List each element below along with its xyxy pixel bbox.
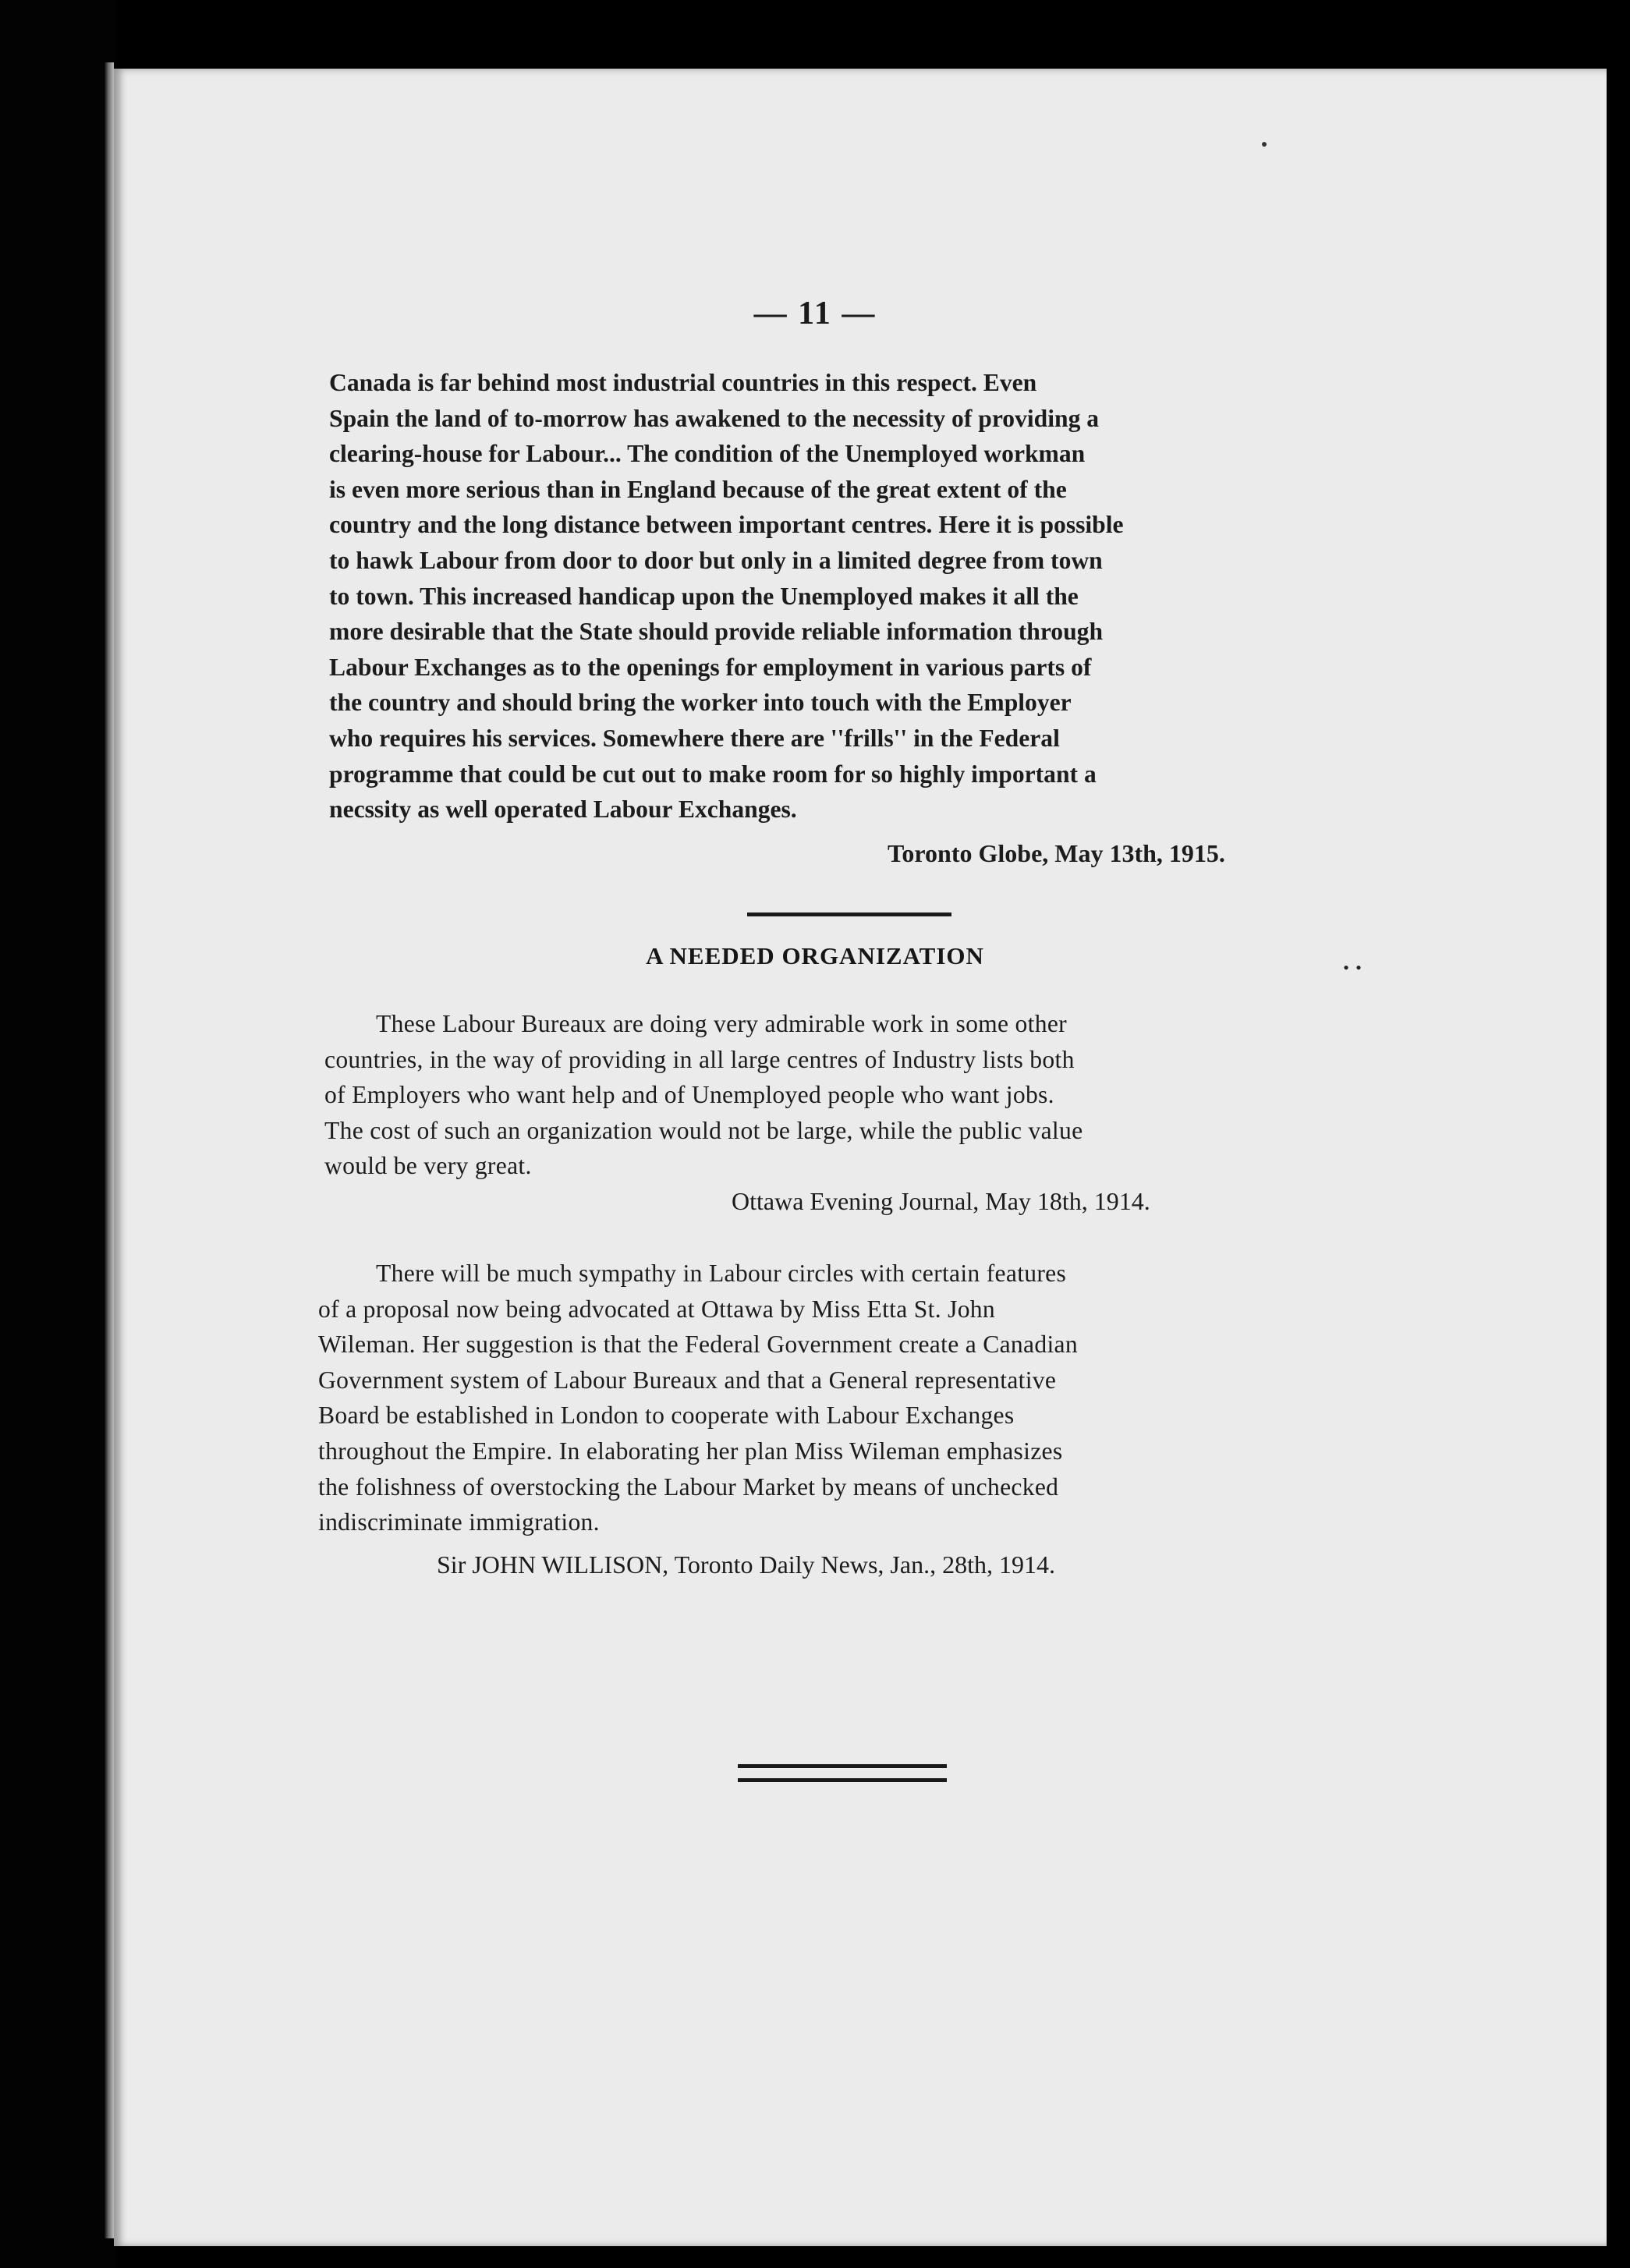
text-line: Spain the land of to-morrow has awakened to the necessity of providing a <box>329 404 1100 432</box>
article-2-source: Ottawa Evening Journal, May 18th, 1914. <box>732 1187 1150 1215</box>
text-line: of a proposal now being advocated at Ottawa by Miss Etta St. John <box>318 1295 995 1323</box>
text-line: to town. This increased handicap upon the Unemployed makes it all the <box>329 582 1079 610</box>
text-line: indiscriminate immigration. <box>318 1508 600 1536</box>
heading-trailing-dots: . . <box>1343 947 1362 975</box>
text-line: countries, in the way of providing in all large centres of Industry lists both <box>324 1045 1075 1073</box>
text-line: necssity as well operated Labour Exchanges. <box>329 796 797 824</box>
closing-double-rule-bottom <box>738 1778 947 1782</box>
text-line: the folishness of overstocking the Labour Market by means of unchecked <box>318 1472 1059 1501</box>
closing-double-rule-top <box>738 1764 947 1768</box>
text-line: more desirable that the State should provide reliable information through <box>329 618 1104 646</box>
text-line: Labour Exchanges as to the openings for employment in various parts of <box>329 653 1092 681</box>
text-line: would be very great. <box>324 1152 532 1180</box>
scan-binding-margin <box>0 0 117 2268</box>
section-divider <box>747 913 951 916</box>
text-line: who requires his services. Somewhere there are ''frills'' in the Federal <box>329 724 1060 752</box>
text-line: Wileman. Her suggestion is that the Federal Government create a Canadian <box>318 1331 1078 1359</box>
article-3-source: Sir JOHN WILLISON, Toronto Daily News, Jan., 28th, 1914. <box>437 1550 1055 1579</box>
article-1-source: Toronto Globe, May 13th, 1915. <box>888 839 1225 867</box>
text-line: the country and should bring the worker into touch with the Employer <box>329 689 1072 717</box>
scan-speck <box>1262 142 1267 147</box>
text-line: clearing-house for Labour... The condition of the Unemployed workman <box>329 440 1086 468</box>
text-line: Government system of Labour Bureaux and that a General representative <box>318 1366 1057 1394</box>
article-1-body <box>329 365 1384 827</box>
text-line: programme that could be cut out to make room for so highly important a <box>329 760 1097 788</box>
text-line: There will be much sympathy in Labour circles with certain features <box>376 1260 1067 1287</box>
text-line: Canada is far behind most industrial countries in this respect. Even <box>329 369 1037 396</box>
section-heading: A NEEDED ORGANIZATION <box>646 942 984 969</box>
article-3-body <box>318 1256 1373 1540</box>
text-line: throughout the Empire. In elaborating her plan Miss Wileman emphasizes <box>318 1437 1063 1465</box>
article-2-body <box>324 1006 1374 1184</box>
text-line: country and the long distance between important centres. Here it is possible <box>329 511 1124 539</box>
text-line: These Labour Bureaux are doing very admirable work in some other <box>376 1010 1067 1037</box>
text-line: The cost of such an organization would not be large, while the public value <box>324 1116 1083 1144</box>
text-line: to hawk Labour from door to door but only in a limited degree from town <box>329 546 1103 574</box>
page-spine-edge <box>105 62 114 2238</box>
page-number: — 11 — <box>753 296 877 331</box>
text-line: is even more serious than in England because of the great extent of the <box>329 475 1067 503</box>
text-line: Board be established in London to cooperate with Labour Exchanges <box>318 1402 1015 1430</box>
text-line: of Employers who want help and of Unemployed people who want jobs. <box>324 1081 1054 1109</box>
